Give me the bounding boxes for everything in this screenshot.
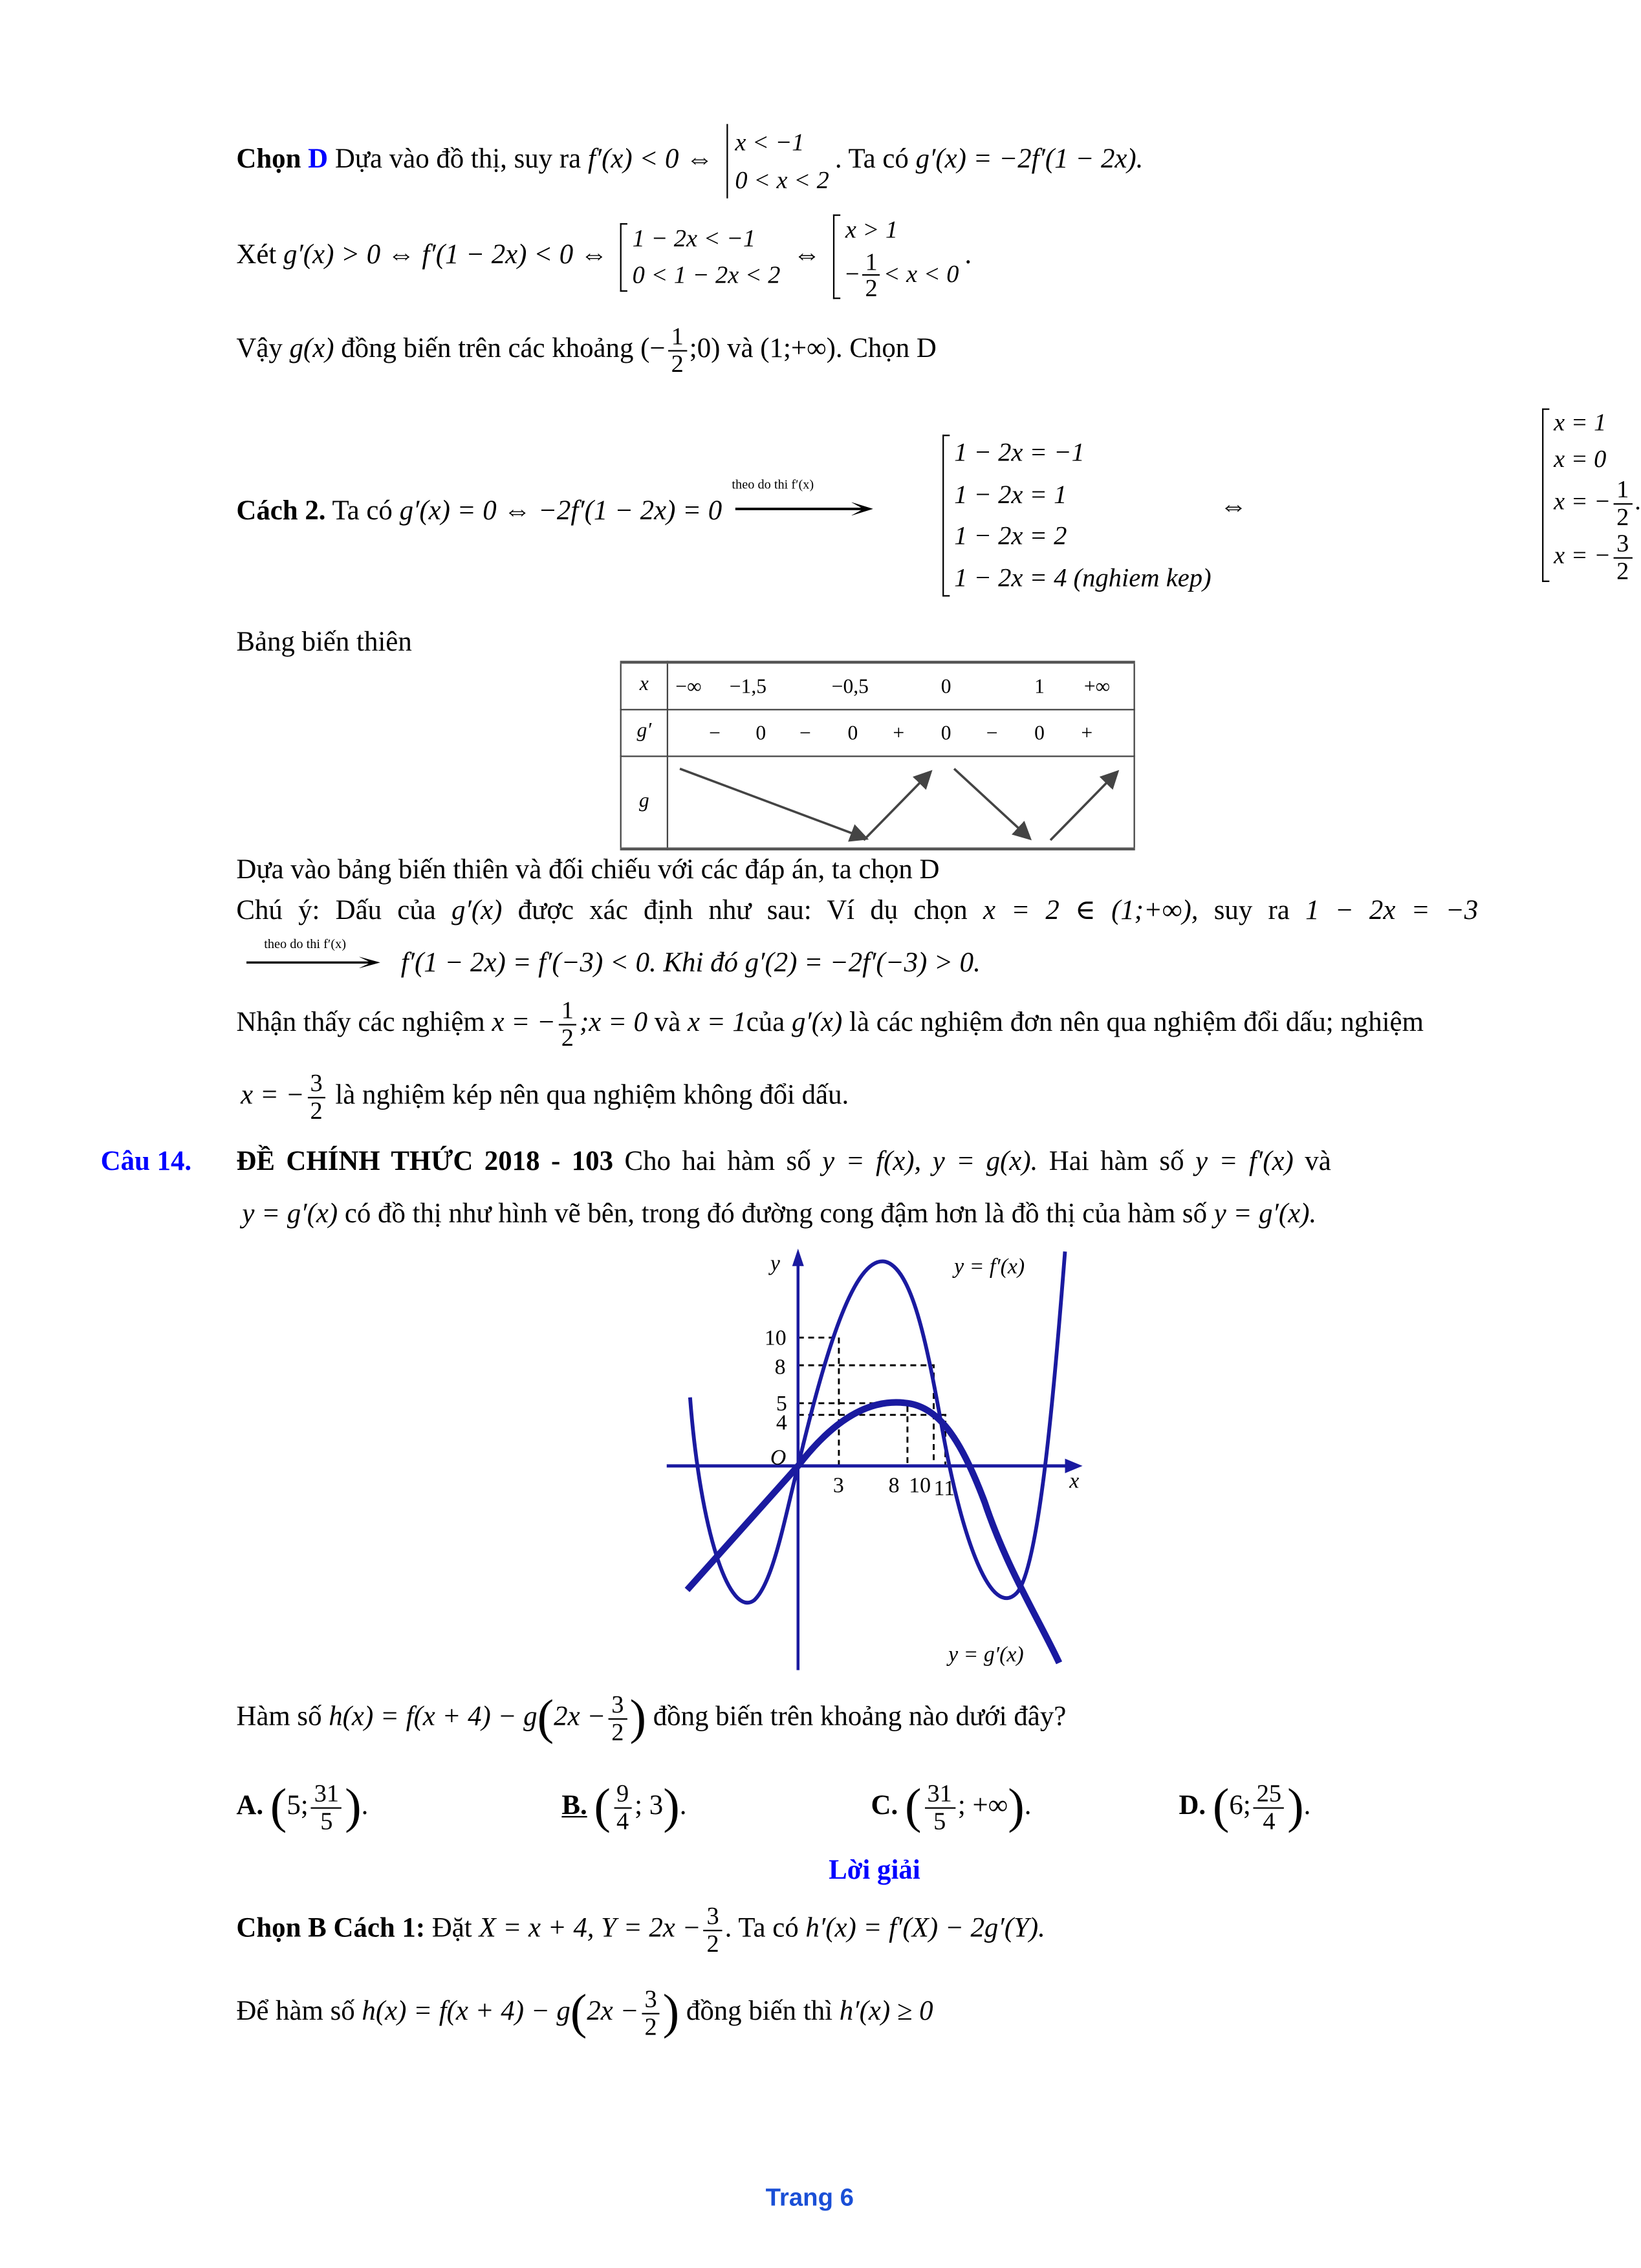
- text: có đồ thị như hình vẽ bên, trong đó đường cong đậm hơn là đồ thị của hàm số: [344, 1199, 1208, 1230]
- math: x = 2 ∈ (1;+∞),: [983, 895, 1199, 927]
- paren: (: [594, 1780, 611, 1834]
- text: Nhận thấy các nghiệm: [236, 1007, 485, 1039]
- num: 1: [1614, 477, 1632, 505]
- x-tick: 11: [933, 1476, 955, 1500]
- fraction: [1614, 477, 1632, 531]
- option-d[interactable]: D. (6; $\frac{25}{4}$ ).: [1179, 1779, 1311, 1835]
- math: g′(x): [451, 895, 503, 927]
- text: Hàm số: [236, 1701, 322, 1733]
- num: 1: [862, 249, 880, 277]
- math: ;x = 0: [579, 1007, 648, 1039]
- math: y = g′(x): [242, 1199, 338, 1230]
- math: h′(x) = f′(X) − 2g′(Y).: [805, 1913, 1045, 1944]
- arrow-label: theo do thi f′(x): [732, 477, 814, 492]
- text: Ta có: [332, 495, 393, 527]
- paren: ): [345, 1780, 362, 1834]
- math: x = −: [1554, 488, 1611, 516]
- math: 0 < x < 2: [735, 165, 829, 193]
- arrow-glyph: ⟶: [728, 490, 876, 527]
- sign: −: [709, 722, 721, 745]
- text: Hai hàm số: [1049, 1146, 1184, 1178]
- text: Chú ý: Dấu của: [236, 895, 436, 927]
- math: g′(2) = −2f′(−3) > 0.: [744, 948, 981, 979]
- num: 25: [1254, 1781, 1284, 1809]
- math: x = −: [241, 1080, 305, 1112]
- num: 31: [311, 1781, 342, 1809]
- math: y = g′(x).: [1213, 1199, 1317, 1230]
- text: suy ra: [1213, 895, 1290, 927]
- table-title: Bảng biến thiên: [236, 627, 412, 658]
- math: X = x + 4, Y = 2x −: [479, 1913, 701, 1944]
- paren: ): [629, 1690, 647, 1745]
- math: h′(x) ≥ 0: [839, 1996, 933, 2027]
- page-number: Trang 6: [765, 2183, 854, 2212]
- text: đồng biến thì: [686, 1996, 833, 2027]
- math: 1 − 2x = 4 (nghiem kep): [954, 563, 1212, 593]
- math: g′(x): [791, 1007, 843, 1039]
- method-label: Cách 1:: [333, 1913, 426, 1944]
- sign: 0: [1034, 722, 1045, 745]
- paren: (: [904, 1780, 922, 1834]
- math: f′(1 − 2x) = f′(−3) < 0. Khi đó: [400, 948, 738, 979]
- math: g′(x) > 0 ⇔ f′(1 − 2x) < 0 ⇔: [283, 239, 608, 271]
- g-prime-curve: [687, 1402, 1059, 1663]
- text: và: [727, 333, 754, 365]
- math: 2x −: [587, 1996, 639, 2027]
- conclusion-text: Dựa vào bảng biến thiên và đối chiếu với các đáp án, ta chọn D: [236, 854, 940, 886]
- text: Dựa vào đồ thị, suy ra: [334, 144, 581, 175]
- solution-heading: Lời giải: [829, 1855, 920, 1886]
- x-value: +∞: [1083, 676, 1111, 699]
- math: (1;+∞).: [760, 333, 843, 365]
- choose-label: Chọn: [236, 144, 301, 175]
- num: 3: [642, 1987, 660, 2014]
- math: 6;: [1229, 1791, 1251, 1822]
- y-axis-label: y: [770, 1251, 780, 1276]
- fraction: [609, 1692, 627, 1745]
- option-a[interactable]: A. (5; $\frac{31}{5}$ ).: [236, 1779, 369, 1835]
- math: ;0): [689, 333, 721, 365]
- y-tick: 4: [776, 1410, 787, 1435]
- text: của: [746, 1007, 785, 1039]
- sign: 0: [940, 722, 951, 745]
- option-key: B.: [561, 1791, 587, 1822]
- x-tick: 8: [888, 1473, 900, 1498]
- text: đồng biến trên các khoảng: [341, 333, 634, 365]
- paren: (: [537, 1690, 554, 1745]
- math: (−: [640, 333, 666, 365]
- den: 2: [671, 349, 684, 378]
- solution-b-line-1: [236, 1903, 1045, 1957]
- answer-letter: D: [308, 144, 329, 175]
- text: là nghiệm kép nên qua nghiệm không đổi dấu.: [335, 1080, 849, 1112]
- den: 2: [561, 1024, 574, 1052]
- math: x = −: [492, 1007, 556, 1039]
- paren: ): [662, 1985, 680, 2040]
- math: 1 − 2x = 2: [954, 521, 1067, 551]
- y-tick: 10: [764, 1326, 787, 1350]
- den: 2: [706, 1929, 719, 1958]
- y-axis-arrow-icon: [792, 1249, 804, 1266]
- den: 5: [933, 1807, 946, 1835]
- math: 1 − 2x = −3: [1305, 895, 1479, 927]
- sign: +: [1081, 722, 1093, 745]
- text: là các nghiệm đơn nên qua nghiệm đổi dấu; nghiệm: [849, 1007, 1424, 1039]
- num: 3: [704, 1903, 722, 1931]
- num: 3: [609, 1692, 627, 1720]
- sign: 0: [847, 722, 858, 745]
- num: 1: [668, 324, 686, 352]
- option-c[interactable]: C. ( $\frac{31}{5}$ ; +∞).: [871, 1779, 1032, 1835]
- math: x = 1: [687, 1007, 746, 1039]
- fraction: [1254, 1781, 1284, 1835]
- text: Để hàm số: [236, 1996, 355, 2027]
- option-key: D.: [1179, 1791, 1206, 1822]
- num: 3: [1614, 531, 1632, 559]
- g-prime-label: y = g′(x): [948, 1643, 1024, 1667]
- math: 0 < 1 − 2x < 2: [632, 261, 781, 289]
- text: và: [1305, 1146, 1331, 1178]
- math: < x < 0: [883, 259, 959, 287]
- num: 1: [558, 998, 576, 1026]
- den: 2: [1616, 503, 1629, 532]
- math: g′(x) = 0 ⇔ −2f′(1 − 2x) = 0: [399, 495, 723, 527]
- row-label-x: x: [621, 662, 668, 709]
- row-label-g: g: [621, 755, 668, 848]
- option-key: A.: [236, 1791, 264, 1822]
- f-prime-label: y = f′(x): [954, 1255, 1025, 1279]
- fraction: [1614, 531, 1632, 585]
- math: g′(x) = −2f′(1 − 2x).: [915, 144, 1144, 175]
- den: 2: [310, 1096, 323, 1125]
- paren: ): [663, 1780, 680, 1834]
- row-label-gprime: g′: [621, 709, 668, 755]
- option-key: C.: [871, 1791, 898, 1822]
- x-value: −1,5: [729, 676, 767, 699]
- den: 4: [616, 1807, 629, 1835]
- text: và: [654, 1007, 681, 1039]
- num: 3: [307, 1071, 325, 1099]
- f-prime-curve: [690, 1251, 1065, 1603]
- math: y = f′(x): [1195, 1146, 1294, 1178]
- arrow-glyph: ⟶: [241, 948, 384, 979]
- math: 2x −: [554, 1701, 606, 1733]
- text: .: [1635, 488, 1641, 516]
- fraction: [311, 1781, 342, 1835]
- num: 31: [924, 1781, 955, 1809]
- math: x = −: [1554, 541, 1611, 570]
- text: . Ta có: [834, 144, 909, 175]
- math: h(x) = f(x + 4) − g: [362, 1996, 571, 2027]
- fraction: [613, 1781, 631, 1835]
- text: được xác định như sau: Ví dụ chọn: [517, 895, 968, 927]
- fraction: [642, 1987, 660, 2040]
- question-source: ĐỀ CHÍNH THỨC 2018 - 103: [236, 1146, 614, 1178]
- sign: +: [893, 722, 905, 745]
- sign: 0: [755, 722, 766, 745]
- text: Đặt: [431, 1913, 472, 1944]
- fraction: [704, 1903, 722, 1957]
- math: ⇔: [793, 239, 821, 271]
- math: 1 − 2x = −1: [954, 437, 1085, 467]
- choose-label: Chọn B: [236, 1913, 327, 1944]
- paren: (: [570, 1985, 587, 2040]
- method-label: Cách 2.: [236, 495, 326, 527]
- sign: −: [986, 722, 998, 745]
- x-value: −∞: [675, 676, 702, 699]
- paren: ): [1287, 1780, 1304, 1834]
- text: đồng biến trên khoảng nào dưới đây?: [653, 1701, 1067, 1733]
- origin-label: O: [770, 1445, 787, 1470]
- text: Chọn D: [849, 333, 937, 365]
- den: 2: [611, 1718, 624, 1746]
- paren: (: [1212, 1780, 1230, 1834]
- math: ; +∞: [957, 1791, 1008, 1822]
- den: 5: [320, 1807, 333, 1835]
- fraction: [924, 1781, 955, 1835]
- text: .: [964, 239, 972, 271]
- math: x = 0: [1554, 444, 1607, 472]
- num: 9: [613, 1781, 631, 1809]
- math: x = 1: [1554, 408, 1607, 437]
- y-tick: 5: [776, 1392, 787, 1416]
- math: x > 1: [845, 215, 898, 244]
- question-stem: [236, 1692, 1066, 1745]
- guide-lines: [798, 1337, 946, 1465]
- math: −: [845, 259, 860, 287]
- x-value: 1: [1034, 676, 1045, 699]
- sign: −: [799, 722, 811, 745]
- question-number: Câu 14.: [100, 1146, 192, 1178]
- math: x < −1: [735, 128, 805, 157]
- math: 1 − 2x < −1: [632, 224, 756, 252]
- x-value: 0: [940, 676, 951, 699]
- paren: ): [1008, 1780, 1025, 1834]
- math: f′(x) < 0 ⇔: [587, 144, 714, 175]
- y-tick: 8: [774, 1355, 786, 1379]
- math: h(x) = f(x + 4) − g: [329, 1701, 538, 1733]
- den: 4: [1263, 1807, 1276, 1835]
- arrow-label: theo do thi f′(x): [264, 936, 347, 951]
- paren: (: [270, 1780, 287, 1834]
- math: ; 3: [635, 1791, 664, 1822]
- text: Vậy: [236, 333, 283, 365]
- text: Xét: [236, 239, 277, 271]
- text: Cho hai hàm số: [624, 1146, 811, 1178]
- text: . Ta có: [724, 1913, 799, 1944]
- math: y = f(x), y = g(x).: [822, 1146, 1038, 1178]
- x-axis-label: x: [1069, 1469, 1080, 1493]
- x-tick: 10: [909, 1473, 931, 1498]
- den: 2: [865, 274, 878, 303]
- den: 2: [1616, 557, 1629, 585]
- x-tick: 3: [832, 1473, 844, 1498]
- x-value: −0,5: [831, 676, 869, 699]
- equiv: ⇔: [1219, 491, 1248, 523]
- math: 1 − 2x = 1: [954, 479, 1067, 509]
- math: 5;: [287, 1791, 309, 1822]
- solution-b-line-2: [236, 1987, 933, 2040]
- math: g(x): [289, 333, 334, 365]
- option-b[interactable]: B. ( $\frac{9}{4}$ ; 3).: [561, 1779, 687, 1835]
- den: 2: [644, 2013, 657, 2041]
